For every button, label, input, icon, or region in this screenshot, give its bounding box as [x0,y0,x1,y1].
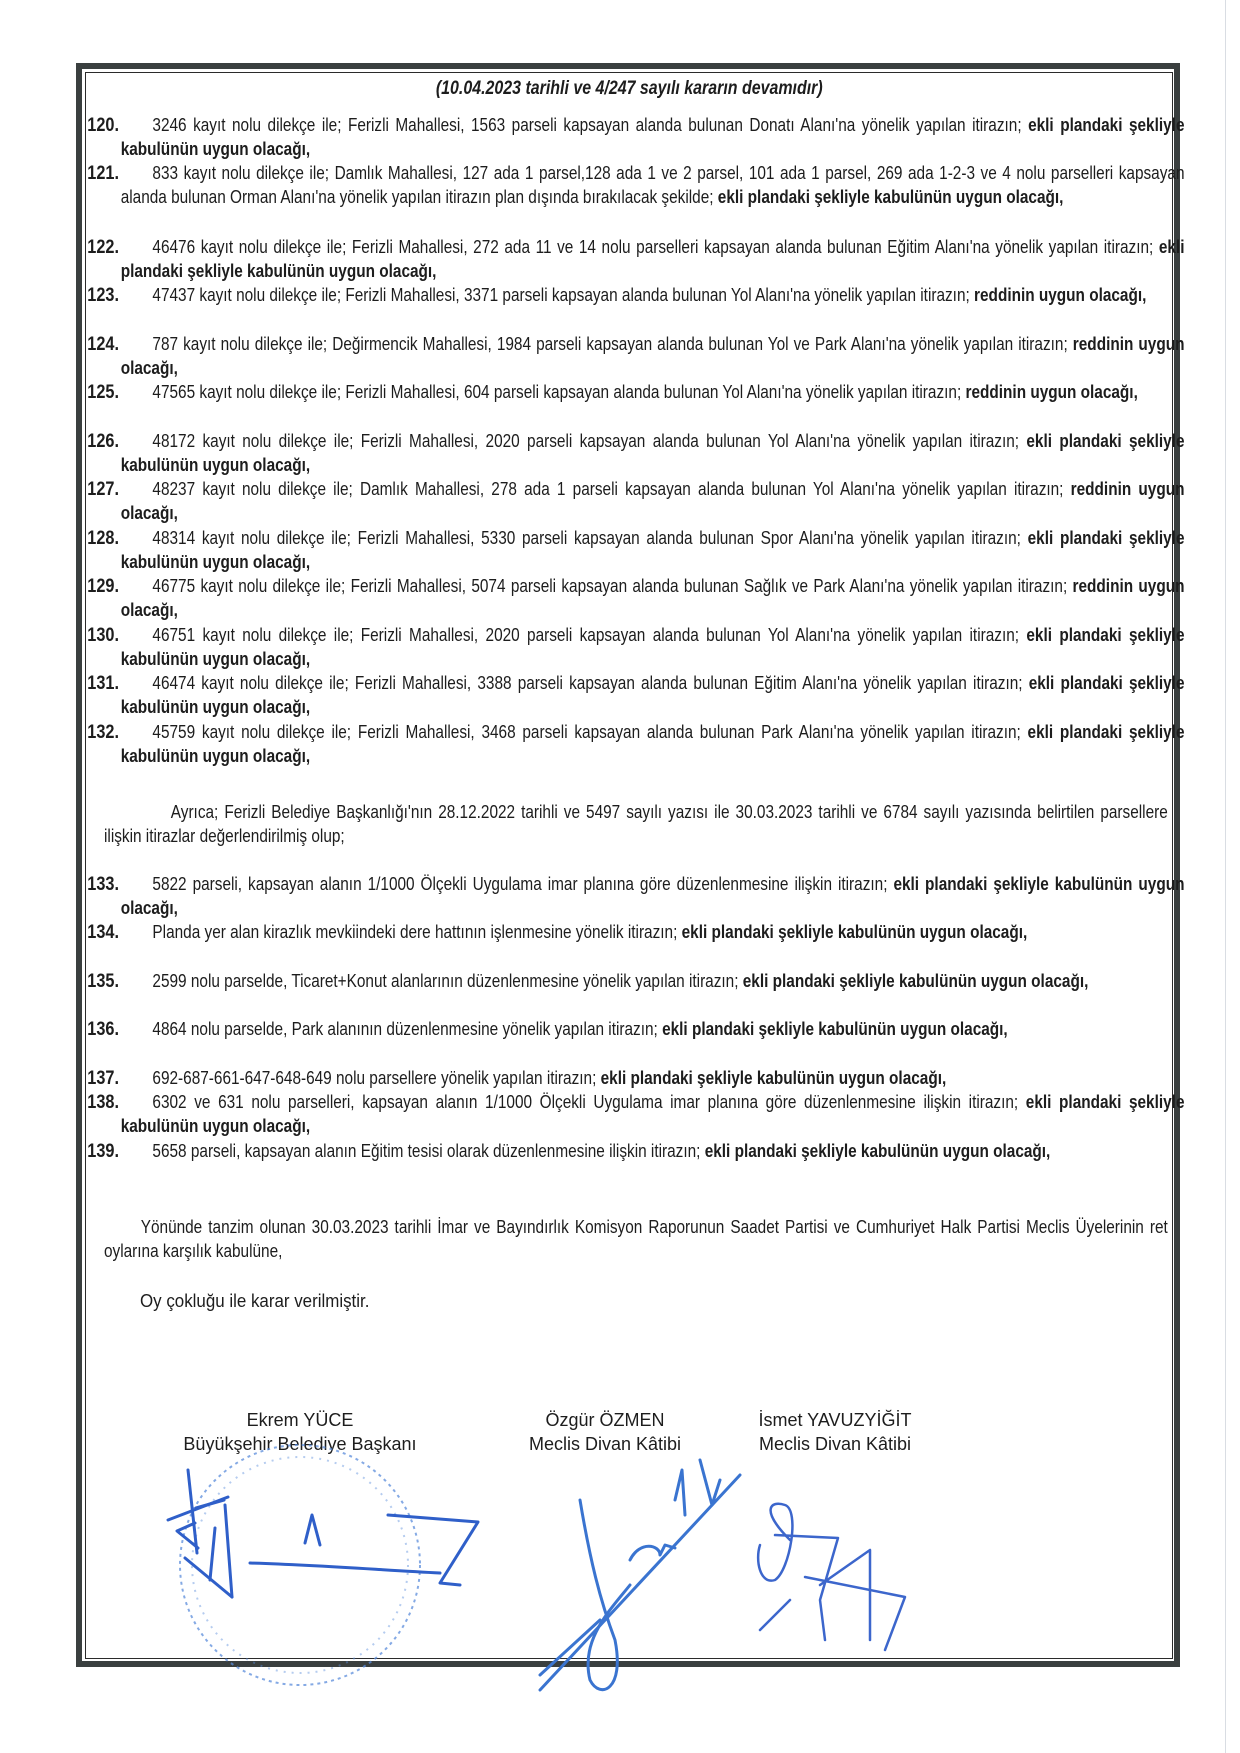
objection-item [87,235,1185,284]
item-number: 126. [87,430,119,452]
item-text: 48314 kayıt nolu dilekçe ile; Ferizli Mahallesi, 5330 parseli kapsayan alanda bulunan Spor Alanı'na yönelik yapılan itirazın; [152,527,1021,548]
item-conclusion: ekli plandaki şekliyle kabulünün uygun olacağı, [704,1140,1051,1161]
objection-item [87,1066,1184,1090]
item-text: 48237 kayıt nolu dilekçe ile; Damlık Mahallesi, 278 ada 1 parseli kapsayan alanda bulunan Yol Alanı'na yönelik yapılan itirazın; [152,478,1064,499]
signatory-mayor [170,1408,430,1456]
signatory-name: Ekrem YÜCE [246,1410,354,1430]
item-conclusion: ekli plandaki şekliyle kabulünün uygun olacağı, [120,873,1185,919]
item-number: 123. [87,284,119,306]
item-text: 46476 kayıt nolu dilekçe ile; Ferizli Mahallesi, 272 ada 11 ve 14 nolu parselleri kapsayan alanda bulunan Eğitim Alanı'na yönelik yapılan itirazın; [152,236,1154,257]
item-number: 132. [87,721,119,743]
item-conclusion: reddinin uygun olacağı, [120,478,1185,524]
item-text: 46775 kayıt nolu dilekçe ile; Ferizli Mahallesi, 5074 parseli kapsayan alanda bulunan Sağlık ve Park Alanı'na yönelik yapılan itirazın; [152,575,1068,596]
item-text: 45759 kayıt nolu dilekçe ile; Ferizli Mahallesi, 3468 parseli kapsayan alanda bulunan Park Alanı'na yönelik yapılan itirazın; [152,721,1021,742]
objection-item [87,477,1185,526]
item-number: 130. [87,624,119,646]
item-number: 133. [87,873,119,895]
objection-item [87,1090,1185,1139]
item-conclusion: ekli plandaki şekliyle kabulünün uygun olacağı, [717,186,1064,208]
objection-item [87,1017,1184,1041]
item-conclusion: ekli plandaki şekliyle kabulünün uygun olacağı, [662,1018,1008,1039]
item-conclusion: ekli plandaki şekliyle kabulünün uygun olacağı, [120,721,1185,767]
item-conclusion: ekli plandaki şekliyle kabulünün uygun olacağı, [120,624,1185,670]
objection-item [87,623,1185,672]
item-conclusion: reddinin uygun olacağı, [120,333,1185,379]
objection-item [87,574,1185,623]
item-text: 46751 kayıt nolu dilekçe ile; Ferizli Mahallesi, 2020 parseli kapsayan alanda bulunan Yol Alanı'na yönelik yapılan itirazın; [152,624,1020,645]
objection-item [87,380,1184,404]
item-number: 139. [87,1140,119,1162]
item-text: 47565 kayıt nolu dilekçe ile; Ferizli Mahallesi, 604 parseli kapsayan alanda bulunan Yol Alanı'na yönelik yapılan itirazın; [152,381,962,402]
item-number: 121. [87,162,119,184]
item-number: 120. [87,114,119,136]
item-text: Planda yer alan kirazlık mevkiindeki dere hattının işlenmesine yönelik itirazın; [152,921,678,942]
item-conclusion: ekli plandaki şekliyle kabulünün uygun olacağı, [120,672,1185,718]
item-number: 127. [87,478,119,500]
signatory-clerk-2 [735,1408,935,1456]
decision-statement [140,1289,389,1313]
item-number: 125. [87,381,119,403]
objection-item [87,161,1185,210]
item-text: 4864 nolu parselde, Park alanının düzenlenmesine yönelik yapılan itirazın; [152,1018,658,1039]
item-conclusion: reddinin uygun olacağı, [974,284,1147,305]
objection-item [87,872,1185,921]
item-text: 3246 kayıt nolu dilekçe ile; Ferizli Mahallesi, 1563 parseli kapsayan alanda bulunan Donatı Alanı'na yönelik yapılan itirazın; [152,114,1022,135]
objection-item [87,720,1185,769]
item-text: 48172 kayıt nolu dilekçe ile; Ferizli Mahallesi, 2020 parseli kapsayan alanda bulunan Yol Alanı'na yönelik yapılan itirazın; [152,430,1020,451]
item-number: 135. [87,970,119,992]
signatory-title: Meclis Divan Kâtibi [528,1434,682,1454]
closing-text: Yönünde tanzim olunan 30.03.2023 tarihli İmar ve Bayındırlık Komisyon Raporunun Saadet Partisi ve Cumhuriyet Halk Partisi Meclis Üyelerinin ret oylarına karşılık kabulüne, [104,1216,1168,1262]
intro-text: Ayrıca; Ferizli Belediye Başkanlığı'nın 28.12.2022 tarihli ve 5497 sayılı yazısı ile 30.03.2023 tarihli ve 6784 sayılı yazısında belirtilen parsellere ilişkin itirazlar değerlendirilmiş olup; [104,801,1168,847]
item-conclusion: ekli plandaki şekliyle kabulünün uygun olacağı, [120,1091,1185,1137]
item-number: 138. [87,1091,119,1113]
item-conclusion: ekli plandaki şekliyle kabulünün uygun olacağı, [742,970,1089,991]
item-number: 124. [87,333,119,355]
item-text: 6302 ve 631 nolu parselleri, kapsayan alanın 1/1000 Ölçekli Uygulama imar planına göre düzenlenmesine ilişkin itirazın; [152,1091,1019,1112]
item-text: 2599 nolu parselde, Ticaret+Konut alanlarının düzenlenmesine yönelik yapılan itirazın; [152,970,739,991]
signatory-title: Meclis Divan Kâtibi [758,1434,912,1454]
item-text: 47437 kayıt nolu dilekçe ile; Ferizli Mahallesi, 3371 parseli kapsayan alanda bulunan Yol Alanı'na yönelik yapılan itirazın; [152,284,970,305]
closing-paragraph [104,1215,1168,1264]
item-number: 136. [87,1018,119,1040]
item-text: 833 kayıt nolu dilekçe ile; Damlık Mahallesi, 127 ada 1 parsel,128 ada 1 ve 2 parsel, 101 ada 1 parsel, 269 ada 1-2-3 ve 4 nolu parselleri kapsayan alanda bulunan Orman Alanı'na yönelik yapılan itirazın plan dışında bırakılacak şekilde; [120,162,1185,208]
objection-item [87,920,1184,944]
decision-text: Oy çokluğu ile karar verilmiştir. [140,1290,370,1311]
objection-item [87,283,1184,307]
item-text: 5658 parseli, kapsayan alanın Eğitim tesisi olarak düzenlenmesine ilişkin itirazın; [152,1140,701,1161]
signatory-name: İsmet YAVUZYİĞİT [758,1410,912,1430]
item-number: 128. [87,527,119,549]
signatory-name: Özgür ÖZMEN [545,1410,665,1430]
scan-artifact-line [1225,0,1226,1753]
objection-item [87,526,1185,575]
item-conclusion: reddinin uygun olacağı, [120,575,1185,621]
objection-item [87,969,1184,993]
item-number: 131. [87,672,119,694]
continuation-header [86,78,1172,100]
item-conclusion: ekli plandaki şekliyle kabulünün uygun olacağı, [681,921,1028,942]
signatory-clerk-1 [500,1408,710,1456]
item-conclusion: reddinin uygun olacağı, [965,381,1138,402]
intro-paragraph [104,800,1168,849]
item-conclusion: ekli plandaki şekliyle kabulünün uygun olacağı, [120,430,1185,476]
item-text: 787 kayıt nolu dilekçe ile; Değirmencik Mahallesi, 1984 parseli kapsayan alanda bulunan Yol ve Park Alanı'na yönelik yapılan itirazın; [152,333,1068,354]
item-conclusion: ekli plandaki şekliyle kabulünün uygun olacağı, [120,236,1185,282]
objection-item [87,671,1185,720]
objection-item [87,113,1185,162]
item-number: 134. [87,921,119,943]
item-text: 5822 parseli, kapsayan alanın 1/1000 Ölçekli Uygulama imar planına göre düzenlenmesine ilişkin itirazın; [152,873,888,894]
item-conclusion: ekli plandaki şekliyle kabulünün uygun olacağı, [120,527,1185,573]
header-text: (10.04.2023 tarihli ve 4/247 sayılı kararın devamıdır) [435,78,823,99]
signatory-title: Büyükşehir Belediye Başkanı [183,1434,417,1454]
item-text: 692-687-661-647-648-649 nolu parsellere yönelik yapılan itirazın; [152,1067,597,1088]
item-conclusion: ekli plandaki şekliyle kabulünün uygun olacağı, [600,1067,947,1088]
objection-item [87,429,1185,478]
objection-item [87,1139,1184,1163]
item-number: 137. [87,1067,119,1089]
item-number: 129. [87,575,119,597]
item-text: 46474 kayıt nolu dilekçe ile; Ferizli Mahallesi, 3388 parseli kapsayan alanda bulunan Eğitim Alanı'na yönelik yapılan itirazın; [152,672,1023,693]
item-conclusion: ekli plandaki şekliyle kabulünün uygun olacağı, [120,114,1185,160]
item-number: 122. [87,236,119,258]
objection-item [87,332,1185,381]
